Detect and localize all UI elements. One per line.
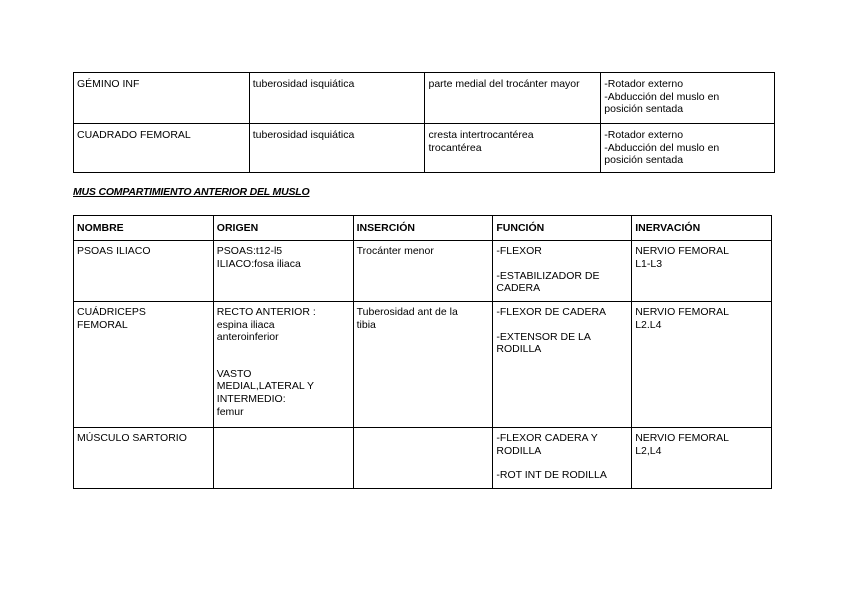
cell-insercion: parte medial del trocánter mayor — [425, 73, 601, 124]
cell-line: cresta intertrocantérea — [428, 129, 534, 141]
muscle-table-anterior — [73, 215, 772, 489]
cell-line: MEDIAL,LATERAL Y — [216, 380, 315, 393]
line-gap — [496, 319, 628, 331]
cell-inervacion — [632, 302, 772, 428]
table-row — [74, 241, 772, 302]
cell-origen: tuberosidad isquiática — [249, 124, 425, 173]
cell-line: -ESTABILIZADOR DE — [496, 269, 600, 282]
column-header-nombre: NOMBRE — [74, 216, 214, 241]
cell-line: NERVIO FEMORAL — [635, 432, 729, 444]
line-gap — [496, 457, 628, 469]
cell-line: L1-L3 — [635, 257, 663, 270]
cell-line: RECTO ANTERIOR : — [216, 306, 316, 318]
cell-nombre: CUADRADO FEMORAL — [74, 124, 250, 173]
cell-line: L2.L4 — [635, 318, 662, 331]
cell-line: NERVIO FEMORAL — [635, 245, 729, 257]
table-row — [74, 302, 772, 428]
column-header-funcion: FUNCIÓN — [493, 216, 632, 241]
cell-origen — [213, 241, 353, 302]
cell-line: MÚSCULO SARTORIO — [77, 432, 187, 444]
cell-line: -FLEXOR CADERA Y — [496, 432, 598, 444]
cell-line: -FLEXOR — [496, 245, 542, 257]
cell-origen: tuberosidad isquiática — [249, 73, 425, 124]
cell-line: ILIACO:fosa iliaca — [216, 257, 301, 270]
cell-nombre — [74, 302, 214, 428]
table-row — [74, 73, 775, 124]
cell-nombre — [74, 241, 214, 302]
cell-line: PSOAS:t12-l5 — [216, 245, 283, 257]
section-heading: MUS COMPARTIMIENTO ANTERIOR DEL MUSLO — [73, 186, 310, 198]
table-row — [74, 124, 775, 173]
cell-line: trocantérea — [428, 141, 482, 154]
cell-line: NERVIO FEMORAL — [635, 306, 729, 318]
cell-funcion — [493, 302, 632, 428]
cell-insercion — [353, 241, 493, 302]
cell-line: FEMORAL — [77, 318, 128, 331]
cell-line: INTERMEDIO: — [216, 392, 286, 405]
cell-origen — [213, 302, 353, 428]
cell-inervacion — [632, 428, 772, 489]
cell-insercion — [353, 302, 493, 428]
cell-line: L2,L4 — [635, 444, 662, 457]
cell-line: -ROT INT DE RODILLA — [496, 469, 607, 482]
cell-inervacion — [632, 241, 772, 302]
cell-line: CUÁDRICEPS — [77, 306, 146, 318]
column-header-origen: ORIGEN — [213, 216, 353, 241]
cell-line: -Abducción del muslo en — [604, 141, 720, 154]
cell-line: femur — [216, 405, 244, 418]
cell-line: Tuberosidad ant de la — [356, 306, 458, 318]
cell-line: anteroinferior — [216, 331, 279, 344]
cell-funcion — [601, 124, 775, 173]
table-row — [74, 428, 772, 489]
cell-line: posición sentada — [604, 154, 684, 166]
cell-line: -FLEXOR DE CADERA — [496, 306, 607, 318]
table-header-row — [74, 216, 772, 241]
column-header-insercion: INSERCIÓN — [353, 216, 493, 241]
line-gap — [217, 344, 350, 356]
cell-line: -Rotador externo — [604, 78, 684, 90]
cell-nombre: GÉMINO INF — [74, 73, 250, 124]
cell-line: VASTO — [216, 367, 252, 380]
cell-nombre — [74, 428, 214, 489]
cell-line: RODILLA — [496, 343, 542, 356]
cell-funcion — [493, 241, 632, 302]
cell-line: tibia — [356, 318, 376, 331]
line-gap — [496, 258, 628, 270]
cell-line: -EXTENSOR DE LA — [496, 330, 591, 343]
cell-line: -Rotador externo — [604, 129, 684, 141]
cell-insercion — [425, 124, 601, 173]
column-header-inervacion: INERVACIÓN — [632, 216, 772, 241]
line-gap — [217, 356, 350, 368]
cell-line: PSOAS ILIACO — [77, 245, 151, 257]
cell-origen — [213, 428, 353, 489]
cell-line: CADERA — [496, 282, 541, 295]
muscle-table-top — [73, 72, 775, 173]
cell-line: espina iliaca — [216, 318, 275, 331]
cell-funcion — [493, 428, 632, 489]
cell-line: RODILLA — [496, 444, 542, 457]
cell-line: Trocánter menor — [356, 245, 434, 257]
cell-line: posición sentada — [604, 103, 684, 115]
cell-line: -Abducción del muslo en — [604, 90, 720, 103]
cell-insercion — [353, 428, 493, 489]
cell-funcion — [601, 73, 775, 124]
